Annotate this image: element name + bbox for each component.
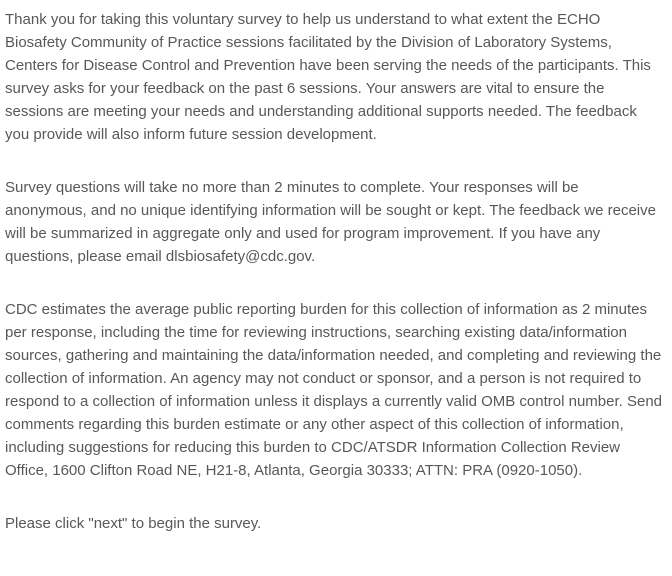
next-instruction-paragraph: Please click "next" to begin the survey. <box>5 515 262 532</box>
intro-paragraph: Thank you for taking this voluntary survey to help us understand to what extent the ECHO Biosafety Community of Practice sessions facilitated by the Division of Laboratory Systems, Centers for Disease Control and Prevention have been serving the needs of the participants. This survey asks for your feedback on the past 6 sessions. Your answers are vital to ensure the sessions are meeting your needs and understanding additional supports needed. The feedback you provide will also inform future session development. <box>5 11 651 143</box>
privacy-paragraph: Survey questions will take no more than 2 minutes to complete. Your responses will be anonymous, and no unique identifying information will be sought or kept. The feedback we receive will be summarized in aggregate only and used for program improvement. If you have any questions, please email dlsbiosafety@cdc.gov. <box>5 179 656 265</box>
burden-statement-paragraph: CDC estimates the average public reporting burden for this collection of information as 2 minutes per response, including the time for reviewing instructions, searching existing data/information sources, gathering and maintaining the data/information needed, and completing and reviewing the collection of information. An agency may not conduct or sponsor, and a person is not required to respond to a collection of information unless it displays a currently valid OMB control number. Send comments regarding this burden estimate or any other aspect of this collection of information, including suggestions for reducing this burden to CDC/ATSDR Information Collection Review Office, 1600 Clifton Road NE, H21-8, Atlanta, Georgia 30333; ATTN: PRA (0920-1050). <box>5 301 662 479</box>
